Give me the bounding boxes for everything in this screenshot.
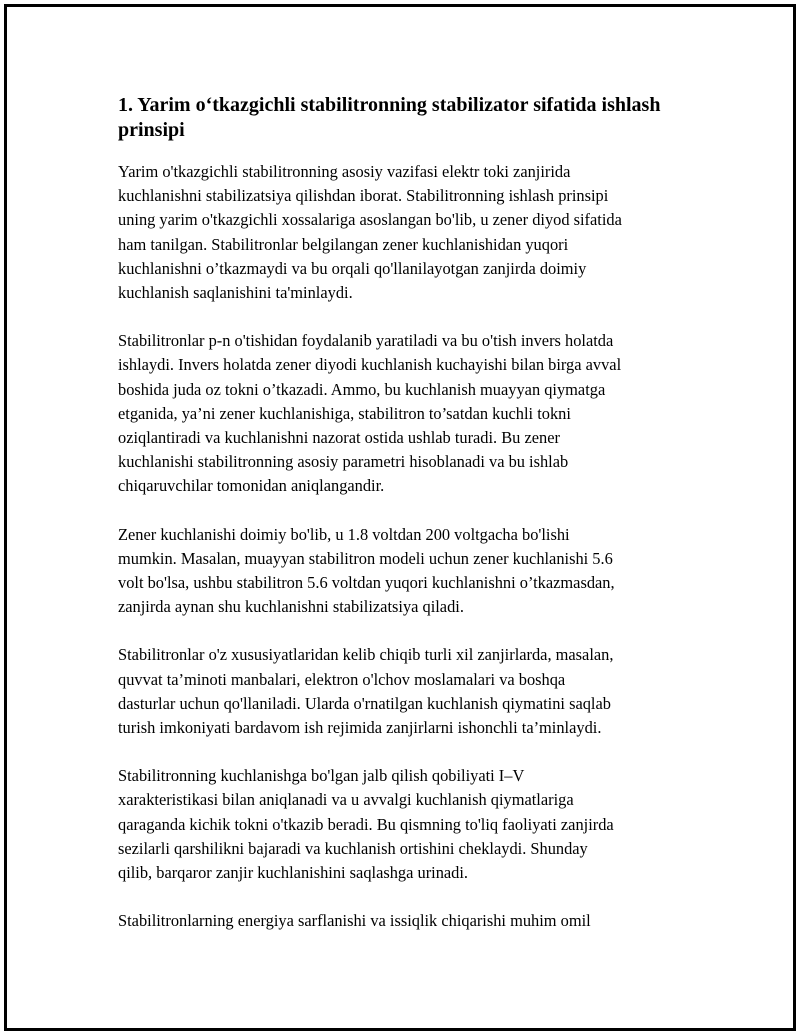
text-line: dasturlar uchun qo'llaniladi. Ularda o'rnatilgan kuchlanish qiymatini saqlab: [118, 693, 611, 713]
text-line: ishlaydi. Invers holatda zener diyodi kuchlanish kuchayishi bilan birga avval: [118, 355, 622, 375]
text-line: qilib, barqaror zanjir kuchlanishini saqlashga urinadi.: [118, 863, 469, 883]
text-line: ham tanilgan. Stabilitronlar belgilangan zener kuchlanishidan yuqori: [118, 234, 569, 254]
text-line: qaraganda kichik tokni o'tkazib beradi. Bu qismning to'liq faoliyati zanjirda: [118, 814, 614, 834]
text-line: Stabilitronlar o'z xususiyatlaridan kelib chiqib turli xil zanjirlarda, masalan,: [118, 645, 614, 665]
text-line: volt bo'lsa, ushbu stabilitron 5.6 voltdan yuqori kuchlanishni o’tkazmasdan,: [118, 573, 615, 593]
paragraph-5: [118, 764, 708, 885]
text-line: turish imkoniyati bardavom ish rejimida zanjirlarni ishonchli ta’minlaydi.: [118, 718, 602, 738]
text-line: kuchlanishni o’tkazmaydi va bu orqali qo'llanilayotgan zanjirda doimiy: [118, 258, 587, 278]
text-line: oziqlantiradi va kuchlanishni nazorat ostida ushlab turadi. Bu zener: [118, 428, 560, 448]
document-body: [118, 93, 708, 957]
text-line: Yarim o'tkazgichli stabilitronning asosiy vazifasi elektr toki zanjirida: [118, 162, 571, 181]
paragraph-3: [118, 523, 708, 620]
text-line: boshida juda oz tokni o’tkazadi. Ammo, bu kuchlanish muayyan qiymatga: [118, 379, 606, 399]
text-line: Stabilitronning kuchlanishga bo'lgan jalb qilish qobiliyati I–V: [118, 766, 525, 786]
section-heading: 1. Yarim o‘tkazgichli stabilitronning stabilizator sifatida ishlash prinsipi: [118, 94, 661, 141]
text-line: quvvat ta’minoti manbalari, elektron o'lchov moslamalari va boshqa: [118, 669, 566, 689]
paragraph-2: [118, 329, 708, 498]
text-line: mumkin. Masalan, muayyan stabilitron modeli uchun zener kuchlanishi 5.6: [118, 548, 613, 568]
text-line: Zener kuchlanishi doimiy bo'lib, u 1.8 voltdan 200 voltgacha bo'lishi: [118, 524, 570, 544]
paragraph-4: [118, 643, 708, 740]
text-line: etganida, ya’ni zener kuchlanishiga, stabilitron to’satdan kuchli tokni: [118, 403, 571, 423]
text-line: Stabilitronlarning energiya sarflanishi va issiqlik chiqarishi muhim omil: [118, 911, 591, 931]
paragraph-6: [118, 909, 708, 933]
text-line: kuchlanish saqlanishini ta'minlaydi.: [118, 283, 353, 303]
text-line: kuchlanishni stabilizatsiya qilishdan iborat. Stabilitronning ishlash prinsipi: [118, 186, 609, 206]
text-line: Stabilitronlar p-n o'tishidan foydalanib yaratiladi va bu o'tish invers holatda: [118, 331, 614, 351]
text-line: chiqaruvchilar tomonidan aniqlangandir.: [118, 476, 385, 496]
text-line: xarakteristikasi bilan aniqlanadi va u avvalgi kuchlanish qiymatlariga: [118, 790, 574, 810]
text-line: sezilarli qarshilikni bajaradi va kuchlanish ortishini cheklaydi. Shunday: [118, 838, 588, 858]
text-line: zanjirda aynan shu kuchlanishni stabilizatsiya qiladi.: [118, 597, 464, 617]
text-line: uning yarim o'tkazgichli xossalariga asoslangan bo'lib, u zener diyod sifatida: [118, 210, 622, 230]
text-line: kuchlanishi stabilitronning asosiy parametri hisoblanadi va bu ishlab: [118, 452, 569, 472]
paragraph-1: [118, 160, 708, 305]
